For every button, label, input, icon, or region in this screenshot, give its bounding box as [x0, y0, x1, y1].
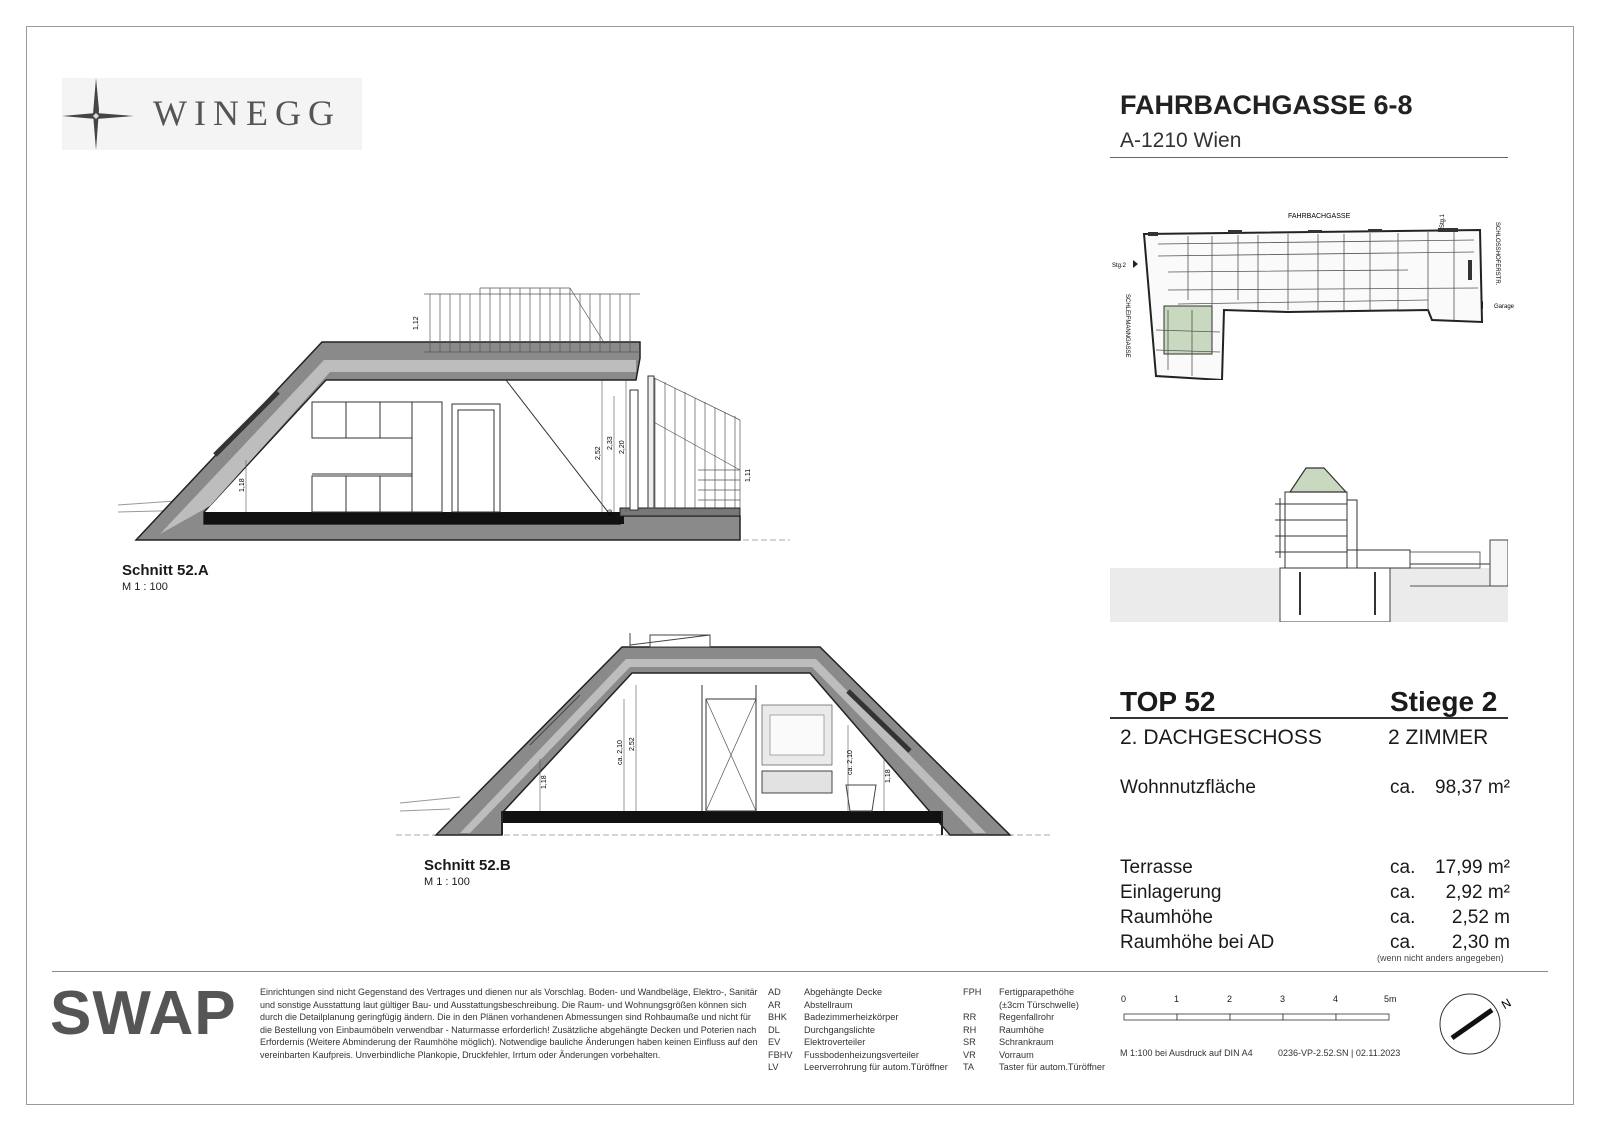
svg-text:1,18: 1,18: [885, 769, 892, 783]
section-a-title: Schnitt 52.A: [122, 562, 209, 579]
scale-tick-label: 0: [1121, 994, 1127, 1004]
building-elevation: [1110, 460, 1508, 622]
section-b-scale: M 1 : 100: [424, 876, 470, 888]
scale-tick-label: 1: [1174, 994, 1180, 1004]
footer-divider: [52, 971, 1548, 972]
site-plan: [1108, 200, 1518, 380]
street-label-top: FAHRBACHGASSE: [1288, 213, 1351, 220]
svg-text:2,20: 2,20: [619, 440, 626, 454]
stair2-label: Stg.2: [1112, 263, 1127, 269]
svg-text:1,18: 1,18: [239, 478, 246, 492]
scale-tick-label: 3: [1280, 994, 1286, 1004]
compass-star-icon: [62, 76, 142, 152]
svg-text:ca. 2,10: ca. 2,10: [617, 740, 624, 765]
unit-rooms: 2 ZIMMER: [1388, 726, 1489, 749]
address-city: A-1210 Wien: [1120, 129, 1242, 152]
unit-highlight: [1164, 306, 1212, 354]
unit-floor: 2. DACHGESCHOSS: [1120, 726, 1322, 749]
abbreviations-left: AD Abgehängte Decke AR Abstellraum BHK Badezimmerheizkörper DL Durchgangslichte EV Elektroverteiler FBHV Fussbodenheizungsverteiler LV Leerverrohrung für autom.Türöffner: [768, 987, 948, 1072]
detail-row: Raumhöhe ca. 2,52 m: [1120, 907, 1510, 928]
svg-text:2,52: 2,52: [595, 446, 602, 460]
plan-code: 0236-VP-2.52.SN | 02.11.2023: [1278, 1048, 1401, 1058]
street-label-right: SCHLOSSHOFERSTR.: [1494, 222, 1500, 286]
section-a-drawing: [100, 280, 800, 555]
svg-text:2,33: 2,33: [607, 436, 614, 450]
living-area-row: [1120, 777, 1510, 801]
detail-row: Raumhöhe bei AD ca. 2,30 m: [1120, 932, 1510, 953]
detail-row: Einlagerung ca. 2,92 m²: [1120, 882, 1510, 903]
svg-text:1,12: 1,12: [413, 316, 420, 330]
svg-text:N: N: [1499, 995, 1514, 1013]
svg-text:2,52: 2,52: [629, 737, 636, 751]
living-area-label: Wohnnutzfläche: [1120, 777, 1256, 798]
street-label-left: SCHLEIFMANNGASSE: [1124, 294, 1130, 358]
svg-text:1,11: 1,11: [745, 468, 752, 482]
north-arrow-icon: [1434, 990, 1524, 1060]
section-b-title: Schnitt 52.B: [424, 857, 511, 874]
garage-label: Garage: [1494, 304, 1515, 310]
area-footnote: (wenn nicht anders angegeben): [1377, 953, 1504, 963]
living-area-ca: ca.: [1390, 777, 1416, 798]
brand-logo: WINEGG: [153, 93, 341, 133]
living-area-value: 98,37 m²: [1435, 777, 1510, 798]
scale-note: M 1:100 bei Ausdruck auf DIN A4: [1120, 1048, 1253, 1058]
scale-tick-label: 5m: [1384, 994, 1397, 1004]
svg-text:19: 19: [608, 509, 614, 516]
scale-tick-label: 2: [1227, 994, 1233, 1004]
unit-stair: Stiege 2: [1390, 686, 1498, 717]
svg-text:1,18: 1,18: [541, 775, 548, 789]
scale-tick-label: 4: [1333, 994, 1339, 1004]
section-a-scale: M 1 : 100: [122, 581, 168, 593]
stair1-label: Stg.1: [1440, 213, 1446, 228]
header-divider: [1110, 157, 1508, 158]
address-street: FAHRBACHGASSE 6-8: [1120, 90, 1413, 120]
section-b-drawing: [390, 625, 1050, 845]
abbreviations-right: FPH Fertigparapethöhe (±3cm Türschwelle) RR Regenfallrohr RH Raumhöhe SR Schrankraum VR Vorraum TA Taster für autom.Türöffner: [963, 987, 1106, 1072]
scale-bar: [1120, 1008, 1395, 1028]
detail-row: Terrasse ca. 17,99 m²: [1120, 857, 1510, 878]
unit-divider: [1110, 717, 1508, 719]
unit-top-number: TOP 52: [1120, 686, 1216, 717]
swap-logo: SWAP: [50, 979, 237, 1048]
disclaimer-text: Einrichtungen sind nicht Gegenstand des Vertrages und dienen nur als Vorschlag. Boden- und Wandbeläge, Elektro-, Sanitär und sonstige Ausstattung laut gültiger Bau- und Ausstattungsbeschreibung. Die Raum- und Wohnungsgrößen können sich durch die Detailplanung geringfügig ändern. Die in den Plänen vorhandenen Abmessungen sind Rohbaumaße und nicht für die Bestellung von Einbaumöbeln verwendbar - Naturmasse erforderlich! Zusätzliche abgehängte Decken und Poterien nach Erfordernis (Weitere Abminderung der Raumhöhe möglich). Notwendige bauliche Änderungen haben keinen Einfluss auf den vereinbarten Kaufpreis. Unverbindliche Plankopie, Druckfehler, Irrtum oder Änderungen vorbehalten.: [260, 987, 758, 1060]
svg-text:ca. 2,10: ca. 2,10: [847, 750, 854, 775]
